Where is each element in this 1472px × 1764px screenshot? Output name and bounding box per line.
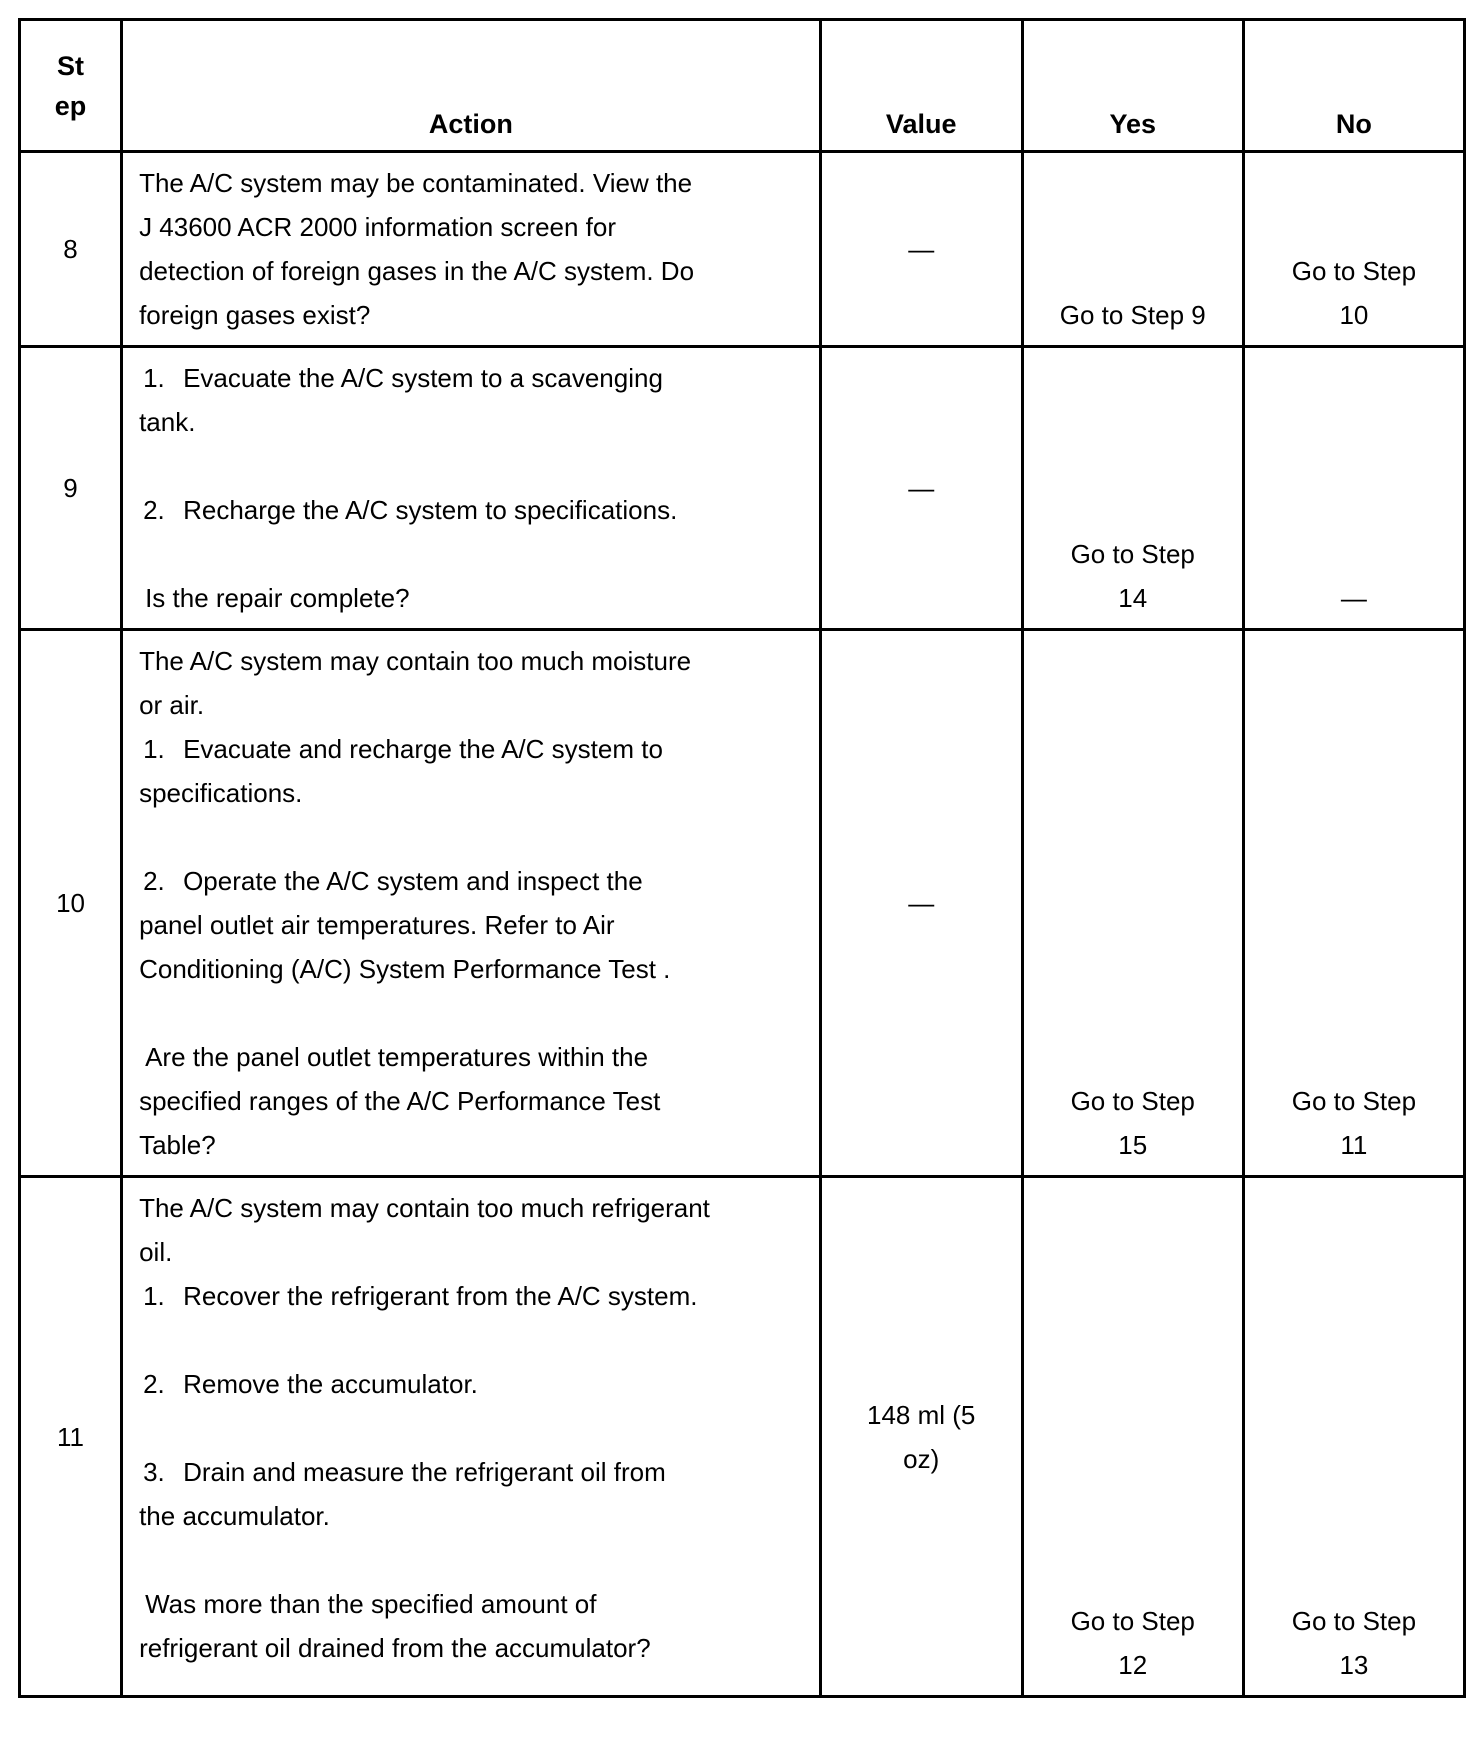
value-cell	[820, 630, 1022, 1177]
header-yes: Yes	[1022, 20, 1243, 152]
step-number: 10	[20, 630, 122, 1177]
no-cell	[1243, 1177, 1464, 1697]
action-item	[139, 859, 803, 903]
no-line: Go to Step	[1291, 1606, 1417, 1636]
action-item	[139, 727, 803, 771]
action-line: foreign gases exist?	[139, 300, 371, 330]
yes-line: Go to Step	[1070, 1086, 1195, 1116]
action-item	[139, 1362, 803, 1406]
diagnostic-table	[18, 18, 1466, 1698]
item-number: 1.	[143, 1281, 165, 1311]
action-line: The A/C system may contain too much refrigerant	[139, 1193, 710, 1223]
value-line: 148 ml (5	[867, 1399, 976, 1430]
yes-cell	[1022, 630, 1243, 1177]
action-line: Recover the refrigerant from the A/C system.	[183, 1281, 698, 1311]
header-action: Action	[122, 20, 821, 152]
value-cell	[820, 152, 1022, 347]
value-line: —	[908, 473, 935, 503]
table-row	[20, 630, 1465, 1177]
action-line: detection of foreign gases in the A/C system. Do	[139, 256, 695, 286]
action-item	[139, 488, 803, 532]
no-cell	[1243, 630, 1464, 1177]
action-line: tank.	[139, 407, 196, 437]
action-line: The A/C system may contain too much moisture	[139, 646, 692, 676]
value-line: —	[908, 234, 935, 264]
action-cell	[122, 630, 821, 1177]
action-line: Operate the A/C system and inspect the	[183, 866, 643, 896]
no-line: —	[1340, 583, 1367, 613]
action-line: J 43600 ACR 2000 information screen for	[139, 212, 617, 242]
step-number: 11	[20, 1177, 122, 1697]
no-cell	[1243, 347, 1464, 630]
action-line: Evacuate and recharge the A/C system to	[183, 734, 663, 764]
header-value: Value	[820, 20, 1022, 152]
action-item	[139, 1450, 803, 1494]
action-line: the accumulator.	[139, 1501, 330, 1531]
yes-line: 15	[1118, 1130, 1148, 1160]
header-row	[20, 20, 1465, 152]
action-line: Recharge the A/C system to specifications.	[183, 495, 678, 525]
action-cell	[122, 152, 821, 347]
header-no: No	[1243, 20, 1464, 152]
question-line: Table?	[139, 1130, 216, 1160]
item-number: 1.	[143, 363, 165, 393]
item-number: 1.	[143, 734, 165, 764]
value-cell	[820, 347, 1022, 630]
value-line: —	[908, 888, 935, 918]
step-number: 8	[20, 152, 122, 347]
yes-line: Go to Step	[1070, 539, 1195, 569]
value-cell	[820, 1177, 1022, 1697]
question-line: specified ranges of the A/C Performance Test	[139, 1086, 661, 1116]
table-row	[20, 152, 1465, 347]
no-line: Go to Step	[1291, 1086, 1417, 1116]
no-line: 11	[1340, 1130, 1368, 1160]
no-line: 10	[1339, 300, 1369, 330]
action-line: or air.	[139, 690, 205, 720]
yes-line: 12	[1118, 1650, 1148, 1680]
question-line: Is the repair complete?	[145, 583, 410, 613]
value-line: oz)	[903, 1443, 940, 1474]
yes-cell	[1022, 152, 1243, 347]
action-line: Evacuate the A/C system to a scavenging	[183, 363, 663, 393]
header-step-line: ep	[54, 90, 87, 121]
action-line: specifications.	[139, 778, 303, 808]
item-number: 2.	[143, 1369, 165, 1399]
action-line: Remove the accumulator.	[183, 1369, 478, 1399]
header-step	[20, 20, 122, 152]
action-line: oil.	[139, 1237, 173, 1267]
yes-cell	[1022, 347, 1243, 630]
yes-line: Go to Step 9	[1059, 300, 1206, 330]
yes-line: Go to Step	[1070, 1606, 1195, 1636]
action-item	[139, 356, 803, 400]
action-line: The A/C system may be contaminated. View the	[139, 168, 693, 198]
no-line: 13	[1339, 1650, 1369, 1680]
question-line: refrigerant oil drained from the accumulator?	[139, 1633, 651, 1663]
no-cell	[1243, 152, 1464, 347]
action-line: panel outlet air temperatures. Refer to Air	[139, 910, 615, 940]
action-cell	[122, 1177, 821, 1697]
action-cell	[122, 347, 821, 630]
item-number: 2.	[143, 866, 165, 896]
table-row	[20, 347, 1465, 630]
table-row	[20, 1177, 1465, 1697]
no-line: Go to Step	[1291, 256, 1417, 286]
item-number: 3.	[143, 1457, 165, 1487]
yes-line: 14	[1118, 583, 1148, 613]
yes-cell	[1022, 1177, 1243, 1697]
header-step-line: St	[57, 50, 85, 81]
action-line: Conditioning (A/C) System Performance Test .	[139, 954, 671, 984]
step-number: 9	[20, 347, 122, 630]
item-number: 2.	[143, 495, 165, 525]
action-item	[139, 1274, 803, 1318]
action-line: Drain and measure the refrigerant oil from	[183, 1457, 666, 1487]
question-line: Was more than the specified amount of	[145, 1589, 597, 1619]
question-line: Are the panel outlet temperatures within the	[145, 1042, 649, 1072]
